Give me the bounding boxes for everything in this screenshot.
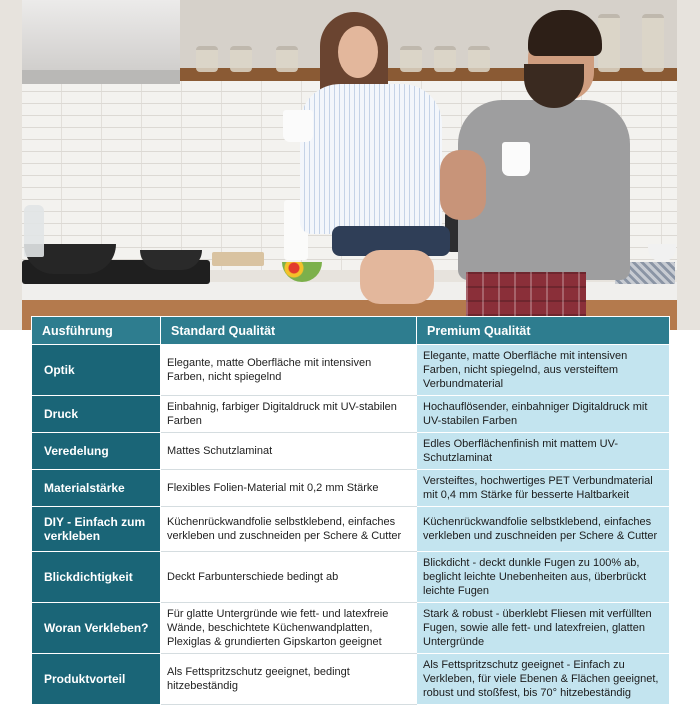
table-row	[32, 603, 670, 654]
jar	[276, 46, 298, 72]
row-label: Optik	[32, 345, 161, 396]
premium-cell: Küchenrückwandfolie selbstklebend, einfaches verkleben und zuschneiden per Schere & Cutter	[417, 507, 670, 552]
table-row	[32, 507, 670, 552]
standard-cell: Flexibles Folien-Material mit 0,2 mm Stärke	[161, 470, 417, 507]
row-label: Produktvorteil	[32, 654, 161, 705]
woman-face	[338, 26, 378, 78]
standard-cell: Deckt Farbunterschiede bedingt ab	[161, 552, 417, 603]
table-row	[32, 396, 670, 433]
kitchen-photo	[0, 0, 700, 330]
vegetable-bowl	[282, 262, 322, 282]
premium-cell: Als Fettspritzschutz geeignet - Einfach zu Verkleben, für viele Ebenen & Flächen geeignet, robust und stoßfest, bis 70° hitzebeständig	[417, 654, 670, 705]
egg-carton	[212, 252, 264, 266]
standard-cell: Für glatte Untergründe wie fett- und latexfreie Wände, beschichtete Küchenwandplatten, Plexiglas & grundierten Gipskarton geeignet	[161, 603, 417, 654]
range-hood	[22, 0, 180, 74]
standard-cell: Mattes Schutzlaminat	[161, 433, 417, 470]
table-row	[32, 654, 670, 705]
man-mug	[502, 142, 530, 176]
jar	[400, 46, 422, 72]
header-premium: Premium Qualität	[417, 317, 670, 345]
table-header-row	[32, 317, 670, 345]
woman-legs	[360, 250, 434, 304]
range-hood-base	[22, 70, 180, 84]
row-label: Woran Verkleben?	[32, 603, 161, 654]
row-label: Veredelung	[32, 433, 161, 470]
standard-cell: Elegante, matte Oberfläche mit intensiven Farben, nicht spiegelnd	[161, 345, 417, 396]
header-ausfuehrung: Ausführung	[32, 317, 161, 345]
row-label: Materialstärke	[32, 470, 161, 507]
premium-cell: Stark & robust - überklebt Fliesen mit verfüllten Fugen, sowie alle fett- und latexfreien, glatten Untergründe	[417, 603, 670, 654]
premium-cell: Blickdicht - deckt dunkle Fugen zu 100% ab, beglicht leichte Unebenheiten aus, überbrückt leichte Fugen	[417, 552, 670, 603]
premium-cell: Elegante, matte Oberfläche mit intensiven Farben, nicht spiegelnd, aus versteiftem Verbundmaterial	[417, 345, 670, 396]
man-arm	[440, 150, 486, 220]
premium-cell: Hochauflösender, einbahniger Digitaldruck mit UV-stabilen Farben	[417, 396, 670, 433]
header-standard: Standard Qualität	[161, 317, 417, 345]
jar	[642, 14, 664, 72]
standard-cell: Als Fettspritzschutz geeignet, bedingt hitzebeständig	[161, 654, 417, 705]
row-label: Blickdichtigkeit	[32, 552, 161, 603]
standard-cell: Einbahnig, farbiger Digitaldruck mit UV-stabilen Farben	[161, 396, 417, 433]
premium-cell: Edles Oberflächenfinish mit mattem UV-Schutzlaminat	[417, 433, 670, 470]
woman-mug	[283, 110, 313, 142]
table-row	[32, 552, 670, 603]
jar	[230, 46, 252, 72]
row-label: Druck	[32, 396, 161, 433]
jar	[196, 46, 218, 72]
jar	[434, 46, 456, 72]
jar	[468, 46, 490, 72]
premium-cell: Versteiftes, hochwertiges PET Verbundmaterial mit 0,4 mm Stärke für besserte Haltbarkeit	[417, 470, 670, 507]
row-label: DIY - Einfach zum verkleben	[32, 507, 161, 552]
table-row	[32, 470, 670, 507]
woman-shirt	[300, 84, 442, 234]
table-row	[32, 345, 670, 396]
standard-cell: Küchenrückwandfolie selbstklebend, einfaches verkleben und zuschneiden per Schere & Cutter	[161, 507, 417, 552]
glass-bottle	[24, 205, 44, 257]
table-row	[32, 433, 670, 470]
comparison-table	[31, 316, 670, 705]
